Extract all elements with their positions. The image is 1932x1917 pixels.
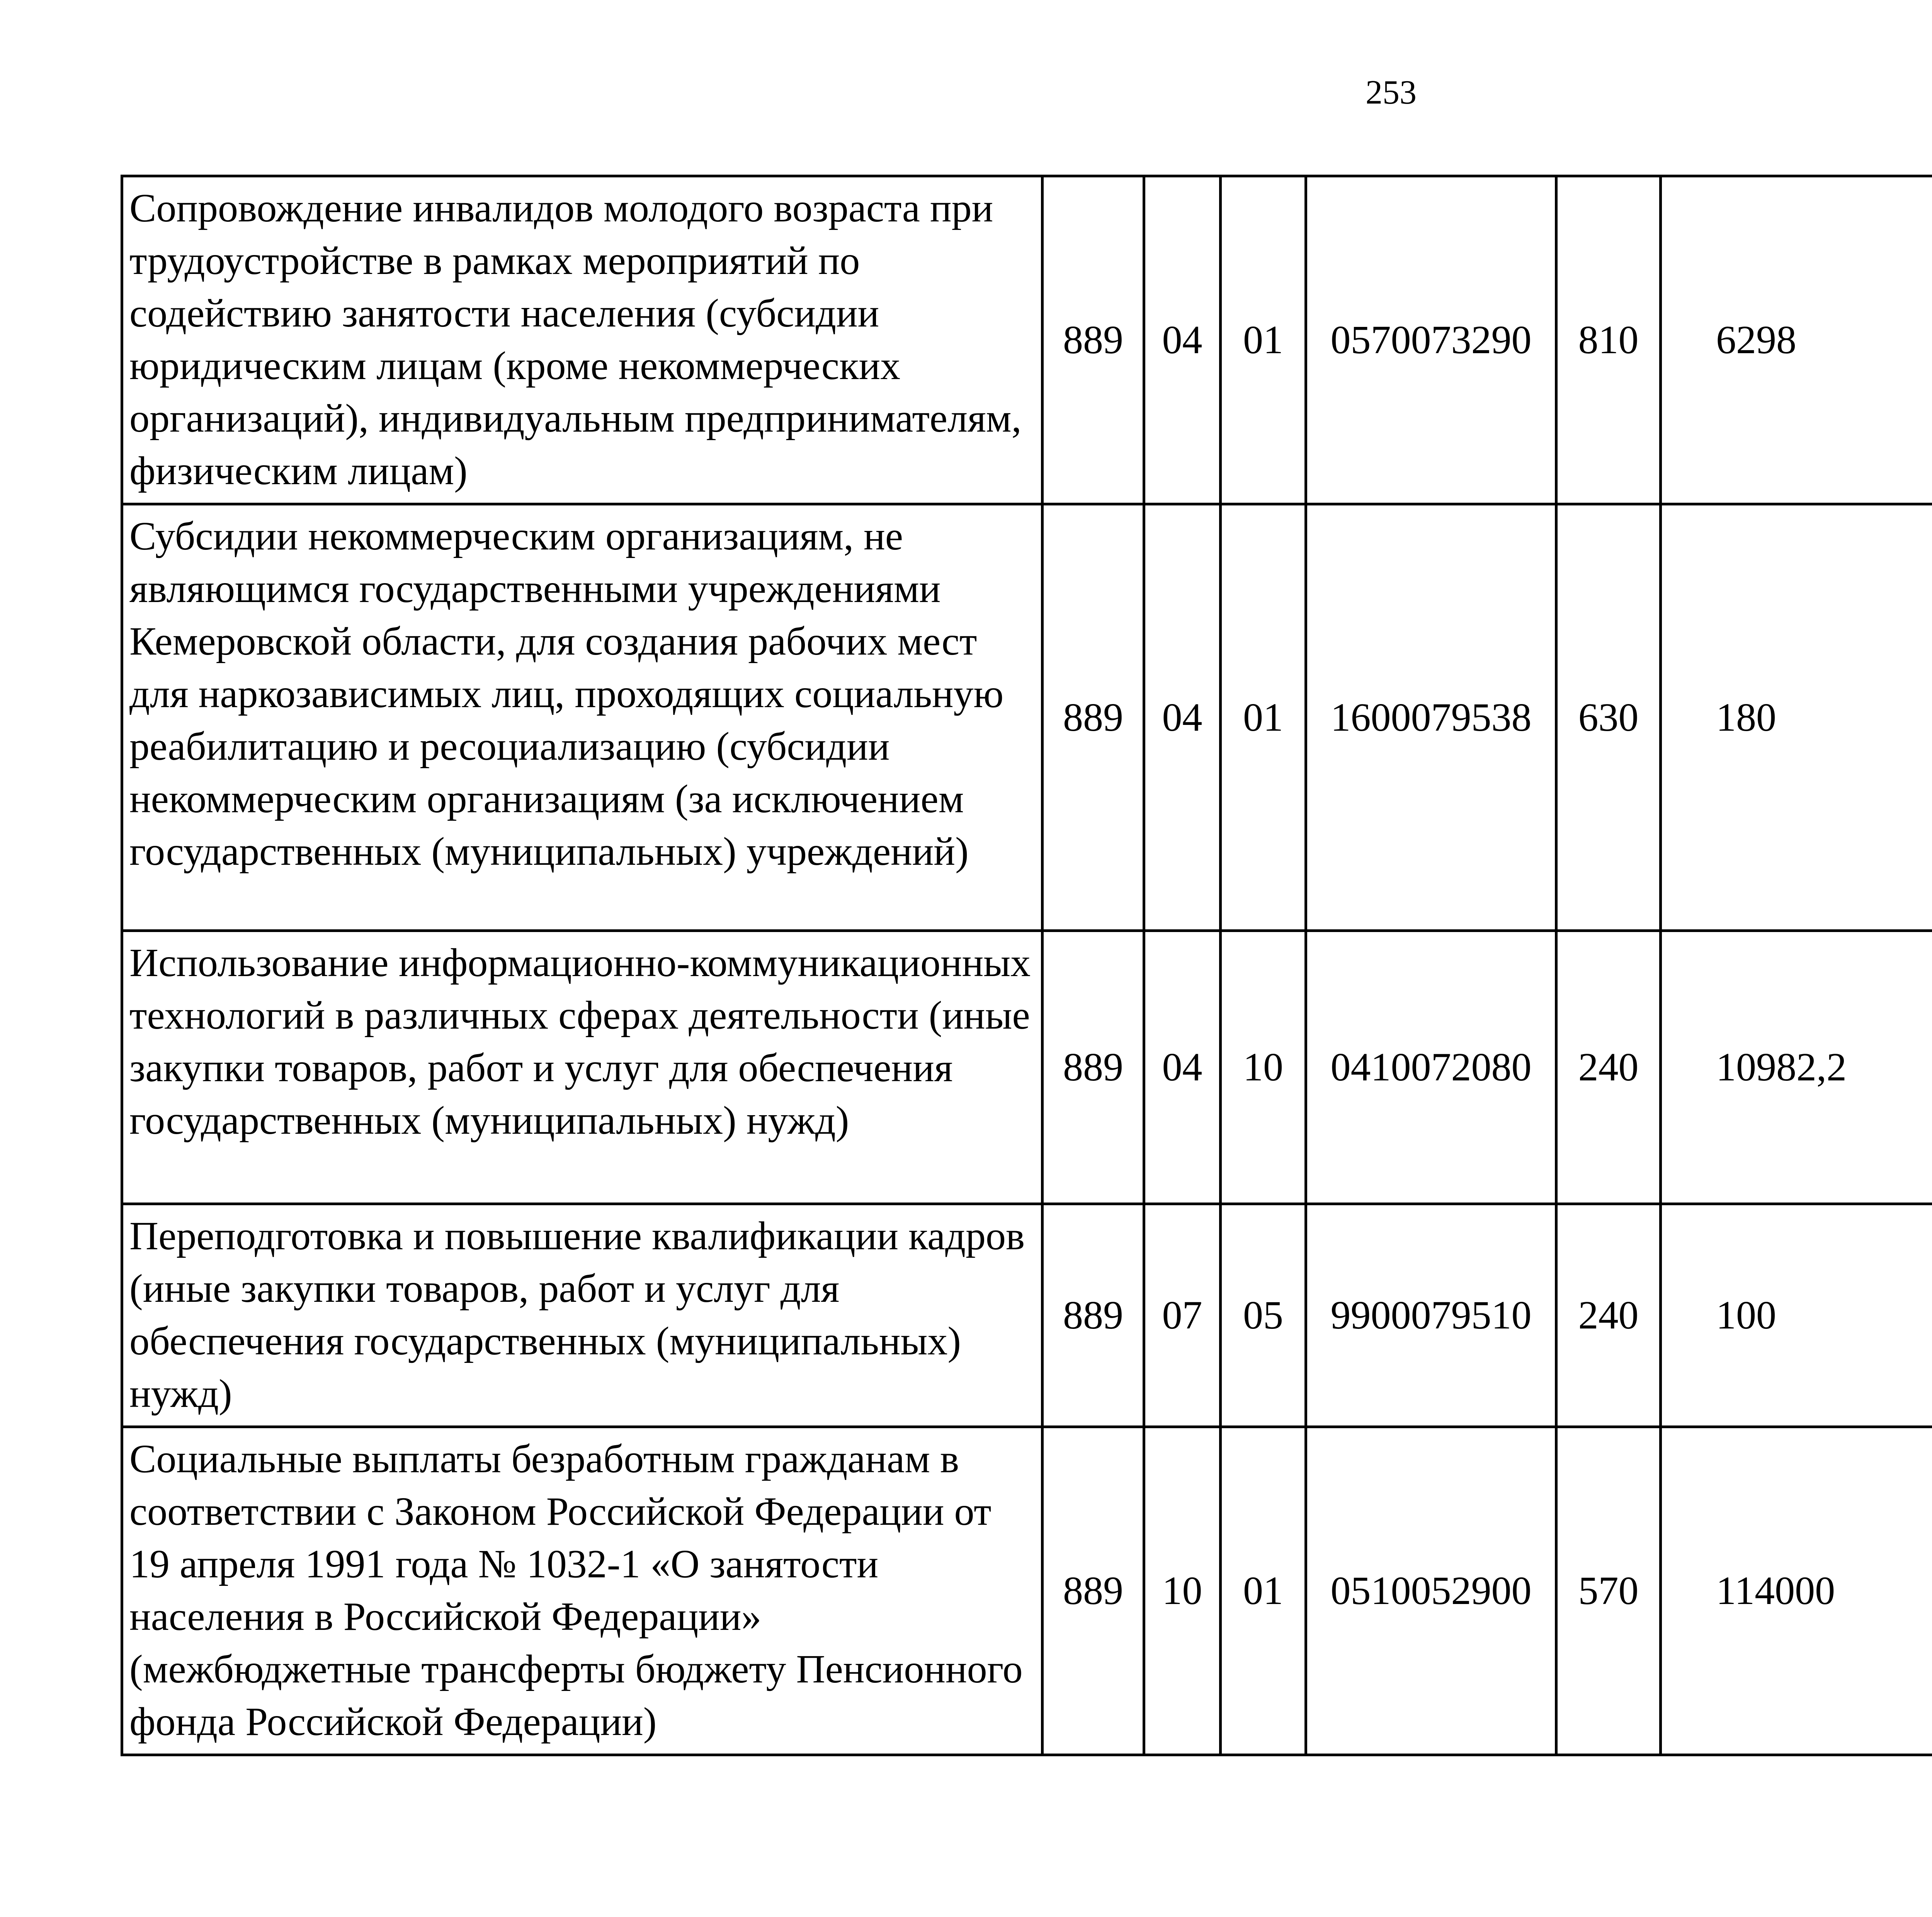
expense-type-cell: 240 bbox=[1556, 931, 1661, 1204]
section-code-cell: 07 bbox=[1144, 1204, 1221, 1427]
table-row bbox=[122, 931, 1932, 1204]
description-cell: Переподготовка и повышение квалификации кадров (иные закупки товаров, работ и услуг для обеспечения государственных (муниципальных) нужд) bbox=[122, 1204, 1043, 1427]
target-article-cell: 0510052900 bbox=[1306, 1427, 1556, 1755]
table-row bbox=[122, 176, 1932, 504]
target-article-cell: 1600079538 bbox=[1306, 504, 1556, 931]
expense-type-cell: 240 bbox=[1556, 1204, 1661, 1427]
ministry-code-cell: 889 bbox=[1043, 176, 1144, 504]
amount-1-cell: 100 bbox=[1661, 1204, 1932, 1427]
amount-1-cell: 6298 bbox=[1661, 176, 1932, 504]
budget-table bbox=[121, 175, 1932, 1756]
table-row bbox=[122, 1204, 1932, 1427]
table-row bbox=[122, 504, 1932, 931]
subsection-code-cell: 01 bbox=[1221, 1427, 1306, 1755]
ministry-code-cell: 889 bbox=[1043, 1427, 1144, 1755]
page-number: 253 bbox=[1366, 74, 1417, 111]
expense-type-cell: 630 bbox=[1556, 504, 1661, 931]
description-cell: Сопровождение инвалидов молодого возраста при трудоустройстве в рамках мероприятий по содействию занятости населения (субсидии юридическим лицам (кроме некоммерческих организаций), индивидуальным предпринимателям, физическим лицам) bbox=[122, 176, 1043, 504]
section-code-cell: 04 bbox=[1144, 504, 1221, 931]
subsection-code-cell: 01 bbox=[1221, 504, 1306, 931]
target-article-cell: 0570073290 bbox=[1306, 176, 1556, 504]
subsection-code-cell: 05 bbox=[1221, 1204, 1306, 1427]
subsection-code-cell: 01 bbox=[1221, 176, 1306, 504]
amount-1-cell: 180 bbox=[1661, 504, 1932, 931]
expense-type-cell: 570 bbox=[1556, 1427, 1661, 1755]
description-cell: Использование информационно-коммуникационных технологий в различных сферах деятельности (иные закупки товаров, работ и услуг для обеспечения государственных (муниципальных) нужд) bbox=[122, 931, 1043, 1204]
ministry-code-cell: 889 bbox=[1043, 504, 1144, 931]
amount-1-cell: 10982,2 bbox=[1661, 931, 1932, 1204]
expense-type-cell: 810 bbox=[1556, 176, 1661, 504]
target-article-cell: 0410072080 bbox=[1306, 931, 1556, 1204]
target-article-cell: 9900079510 bbox=[1306, 1204, 1556, 1427]
table-row bbox=[122, 1427, 1932, 1755]
description-cell: Социальные выплаты безработным гражданам в соответствии с Законом Российской Федерации от 19 апреля 1991 года № 1032-1 «О занятости населения в Российской Федерации» (межбюджетные трансферты бюджету Пенсионного фонда Российской Федерации) bbox=[122, 1427, 1043, 1755]
section-code-cell: 04 bbox=[1144, 931, 1221, 1204]
section-code-cell: 10 bbox=[1144, 1427, 1221, 1755]
amount-1-cell: 114000 bbox=[1661, 1427, 1932, 1755]
section-code-cell: 04 bbox=[1144, 176, 1221, 504]
description-cell: Субсидии некоммерческим организациям, не являющимся государственными учреждениями Кемеровской области, для создания рабочих мест для наркозависимых лиц, проходящих социальную реабилитацию и ресоциализацию (субсидии некоммерческим организациям (за исключением государственных (муниципальных) учреждений) bbox=[122, 504, 1043, 931]
ministry-code-cell: 889 bbox=[1043, 931, 1144, 1204]
ministry-code-cell: 889 bbox=[1043, 1204, 1144, 1427]
subsection-code-cell: 10 bbox=[1221, 931, 1306, 1204]
